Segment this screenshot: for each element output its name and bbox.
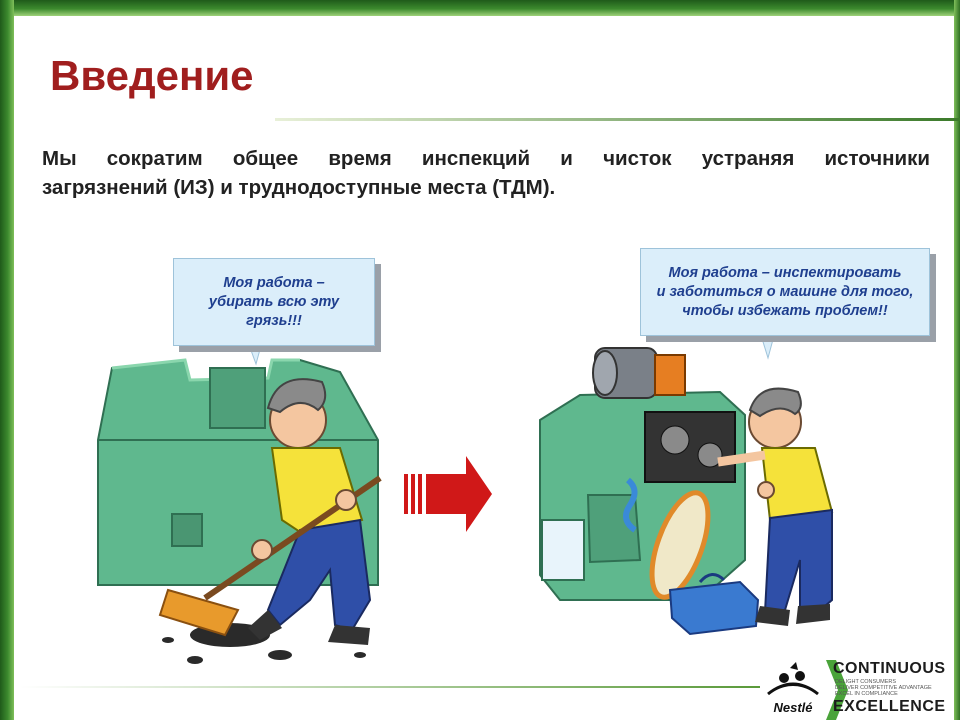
logo-tagline-1: DELIGHT CONSUMERS (835, 679, 897, 685)
bubble-right-line-3: чтобы избежать проблем!! (682, 302, 888, 319)
logo-excellence-text: EXCELLENCE (833, 698, 946, 715)
bubble-left-line-3: грязь!!! (246, 312, 302, 329)
bubble-right-line-2: и заботиться о машине для того, (656, 283, 914, 300)
logo-tagline-2: DELIVER COMPETITIVE ADVANTAGE (835, 685, 932, 691)
intro-line-2: загрязнений (ИЗ) и труднодоступные места (ТДМ). (42, 176, 556, 199)
transition-arrow-icon (404, 456, 492, 532)
speech-bubble-inspecting (640, 248, 930, 336)
left-scene-illustration (80, 342, 380, 664)
nestle-brand-text: Nestlé (773, 700, 813, 715)
nestle-nest-icon (760, 660, 826, 702)
speech-bubble-cleaning (173, 258, 375, 346)
right-scene-illustration (495, 332, 865, 655)
bubble-right-line-1: Моя работа – инспектировать (668, 264, 902, 281)
bubble-left-line-1: Моя работа – (223, 274, 325, 291)
intro-line-1: Мы сократим общее время инспекций и чисток устраняя источники (42, 147, 930, 170)
footer-divider (20, 686, 760, 688)
logo-continuous-text: CONTINUOUS (833, 660, 946, 677)
continuous-excellence-logo (760, 660, 956, 720)
bubble-left-line-2: убирать всю эту (208, 293, 340, 310)
logo-tagline-3: EXCEL IN COMPLIANCE (835, 691, 898, 697)
slide-title: Введение (50, 52, 254, 99)
